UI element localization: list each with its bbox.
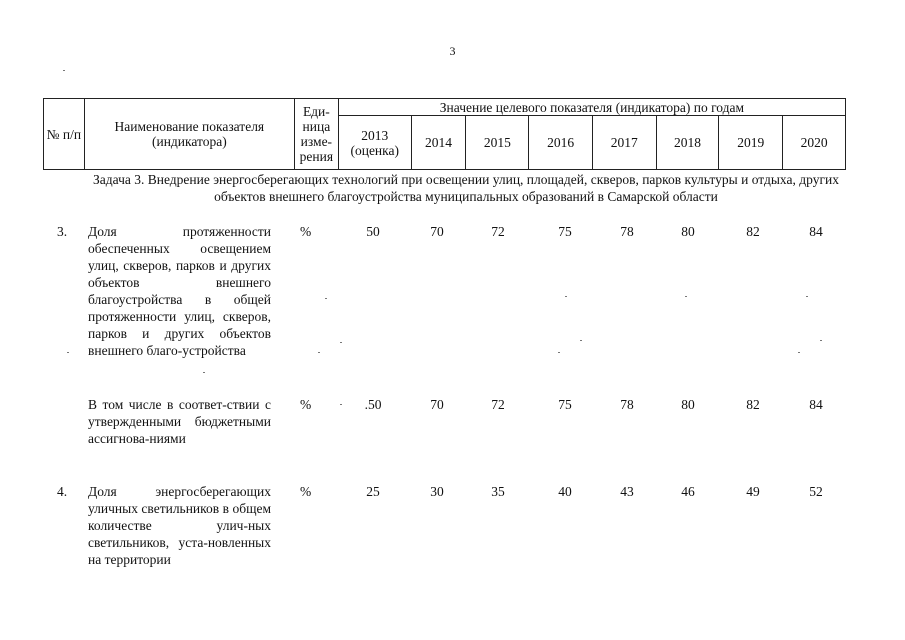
value-2016: 75	[558, 397, 572, 412]
scan-speck	[318, 352, 320, 353]
scan-speck	[580, 340, 582, 341]
value-2020: 52	[809, 484, 823, 499]
value-2014: 30	[430, 484, 444, 499]
value-2016: 75	[558, 224, 572, 239]
year-header-2020: 2020	[783, 116, 846, 170]
scan-speck	[798, 352, 800, 353]
value-2015: 35	[491, 484, 505, 499]
scan-speck	[558, 352, 560, 353]
scan-speck	[203, 372, 205, 373]
value-2017: 78	[620, 397, 634, 412]
indicator-unit: %	[300, 397, 312, 412]
scan-speck	[325, 298, 327, 299]
value-2017: 78	[620, 224, 634, 239]
col-header-name: Наименование показателя (индикатора)	[84, 99, 294, 170]
scan-speck	[63, 70, 65, 71]
value-2019: 49	[746, 484, 760, 499]
value-2018: 80	[681, 224, 695, 239]
value-2017: 43	[620, 484, 634, 499]
value-2019: 82	[746, 224, 760, 239]
row-number: 4.	[57, 484, 68, 499]
year-header-2016: 2016	[529, 116, 593, 170]
year-header-2018: 2018	[656, 116, 719, 170]
indicator-name: Доля протяженности обеспеченных освещением улиц, скверов, парков и других объектов внешнего благоустройства в общей протяженности улиц, скверов, парков и других объектов внешнего благо-устройства	[88, 224, 271, 358]
year-header-2014: 2014	[411, 116, 466, 170]
value-2020: 84	[809, 224, 823, 239]
value-2015: 72	[491, 397, 505, 412]
task-title: Задача 3. Внедрение энергосберегающих технологий при освещении улиц, площадей, скверов, парков культуры и отдыха, других объектов внешнего благоустройства муниципальных образований в Самарской области	[93, 172, 839, 204]
year-header-2013: 2013 (оценка)	[338, 116, 411, 170]
value-2018: 80	[681, 397, 695, 412]
scan-speck	[565, 296, 567, 297]
value-2015: 72	[491, 224, 505, 239]
year-header-2015: 2015	[466, 116, 529, 170]
indicator-table-header	[43, 98, 846, 170]
value-2019: 82	[746, 397, 760, 412]
value-2014: 70	[430, 224, 444, 239]
value-2018: 46	[681, 484, 695, 499]
value-2016: 40	[558, 484, 572, 499]
col-header-unit: Еди-ница изме-рения	[294, 99, 338, 170]
value-2013: 50	[366, 224, 380, 239]
year-header-2019: 2019	[719, 116, 783, 170]
indicator-unit: %	[300, 484, 312, 499]
scan-speck	[340, 404, 342, 405]
row-number: 3.	[57, 224, 68, 239]
value-2014: 70	[430, 397, 444, 412]
scan-speck	[806, 296, 808, 297]
value-2013: 25	[366, 484, 380, 499]
scan-speck	[340, 342, 342, 343]
scan-speck	[67, 352, 69, 353]
value-2013: .50	[364, 397, 382, 412]
page-number: 3	[449, 44, 456, 58]
scan-speck	[820, 340, 822, 341]
indicator-unit: %	[300, 224, 312, 239]
value-2020: 84	[809, 397, 823, 412]
indicator-name: В том числе в соответ-ствии с утвержденными бюджетными ассигнова-ниями	[88, 397, 271, 446]
year-header-2017: 2017	[592, 116, 656, 170]
col-header-number: № п/п	[44, 99, 85, 170]
scan-speck	[685, 296, 687, 297]
indicator-name: Доля энергосберегающих уличных светильников в общем количестве улич-ных светильников, уста-новленных на территории	[88, 484, 271, 567]
col-header-years-title: Значение целевого показателя (индикатора) по годам	[338, 99, 845, 116]
